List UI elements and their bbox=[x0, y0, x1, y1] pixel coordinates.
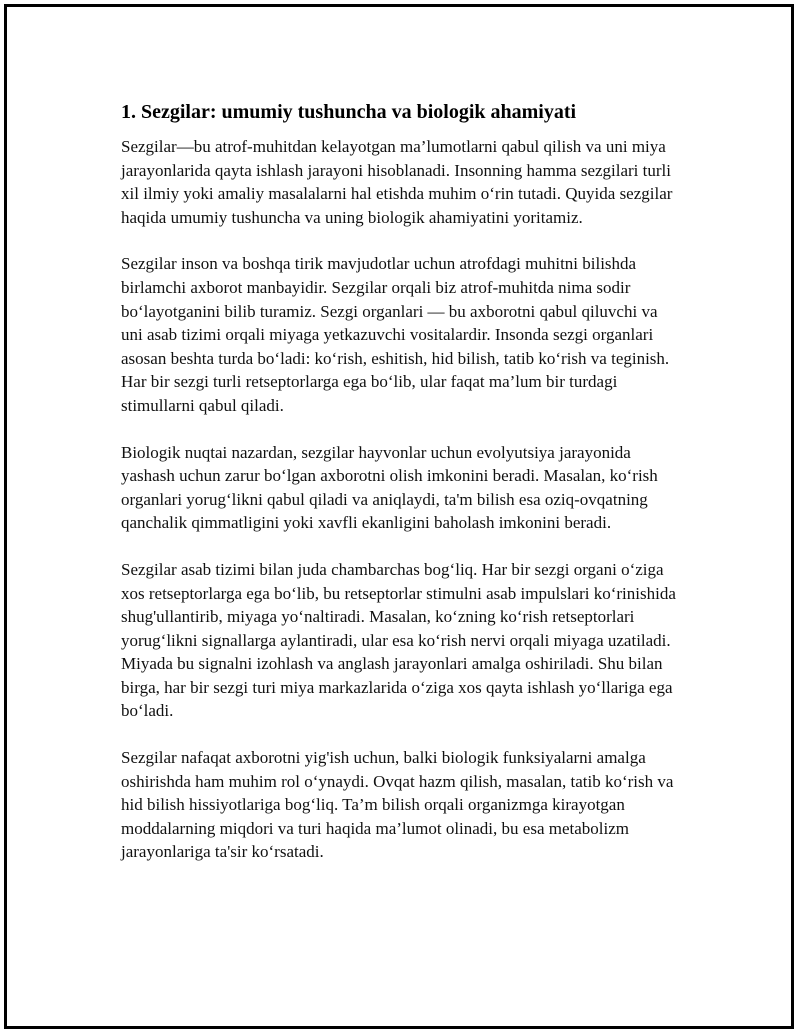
paragraph-biological-view: Biologik nuqtai nazardan, sezgilar hayvonlar uchun evolyutsiya jarayonida yashash uchun zarur bo‘lgan axborotni olish imkonini beradi. Masalan, ko‘rish organlari yorug‘likni qabul qiladi va aniqlaydi, ta'm bilish esa oziq-ovqatning qanchalik qimmatligini yoki xavfli ekanligini baholash imkonini beradi. bbox=[121, 442, 658, 533]
section-heading: 1. Sezgilar: umumiy tushuncha va biologik ahamiyati bbox=[121, 101, 577, 123]
paragraph-information-source: Sezgilar inson va boshqa tirik mavjudotlar uchun atrofdagi muhitni bilishda birlamchi axborot manbayidir. Sezgilar orqali biz atrof-muhitda nima sodir bo‘layotganini bilib turamiz. Sezgi organlari — bu axborotni qabul qiluvchi va uni asab tizimi orqali miyaga yetkazuvchi vositalardir. Insonda sezgi organlari asosan beshta turda bo‘ladi: ko‘rish, eshitish, hid bilish, tatib ko‘rish va teginish. Har bir sezgi turli retseptorlarga ega bo‘lib, ular faqat ma’lum bir turdagi stimullarni qabul qiladi. bbox=[121, 254, 670, 415]
page-frame bbox=[4, 4, 794, 1029]
document-body bbox=[121, 99, 681, 887]
paragraph-biological-functions: Sezgilar nafaqat axborotni yig'ish uchun, balki biologik funksiyalarni amalga oshirishda ham muhim rol o‘ynaydi. Ovqat hazm qilish, masalan, tatib ko‘rish va hid bilish hissiyotlariga bog‘liq. Ta’m bilish orqali organizmga kirayotgan moddalarning miqdori va turi haqida ma’lumot olinadi, bu esa metabolizm jarayonlariga ta'sir ko‘rsatadi. bbox=[121, 748, 674, 862]
paragraph-intro: Sezgilar—bu atrof-muhitdan kelayotgan ma’lumotlarni qabul qilish va uni miya jarayonlarida qayta ishlash jarayoni hisoblanadi. Insonning hamma sezgilari turli xil ilmiy yoki amaliy masalalarni hal etishda muhim o‘rin tutadi. Quyida sezgilar haqida umumiy tushuncha va uning biologik ahamiyatini yoritamiz. bbox=[121, 137, 673, 227]
paragraph-nervous-system: Sezgilar asab tizimi bilan juda chambarchas bog‘liq. Har bir sezgi organi o‘ziga xos retseptorlarga ega bo‘lib, bu retseptorlar stimulni asab impulslari ko‘rinishida shug'ullantirib, miyaga yo‘naltiradi. Masalan, ko‘zning ko‘rish retseptorlari yorug‘likni signallarga aylantiradi, ular esa ko‘rish nervi orqali miyaga uzatiladi. Miyada bu signalni izohlash va anglash jarayonlari amalga oshiriladi. Shu bilan birga, har bir sezgi turi miya markazlarida o‘ziga xos qayta ishlash yo‘llariga ega bo‘ladi. bbox=[121, 559, 676, 721]
